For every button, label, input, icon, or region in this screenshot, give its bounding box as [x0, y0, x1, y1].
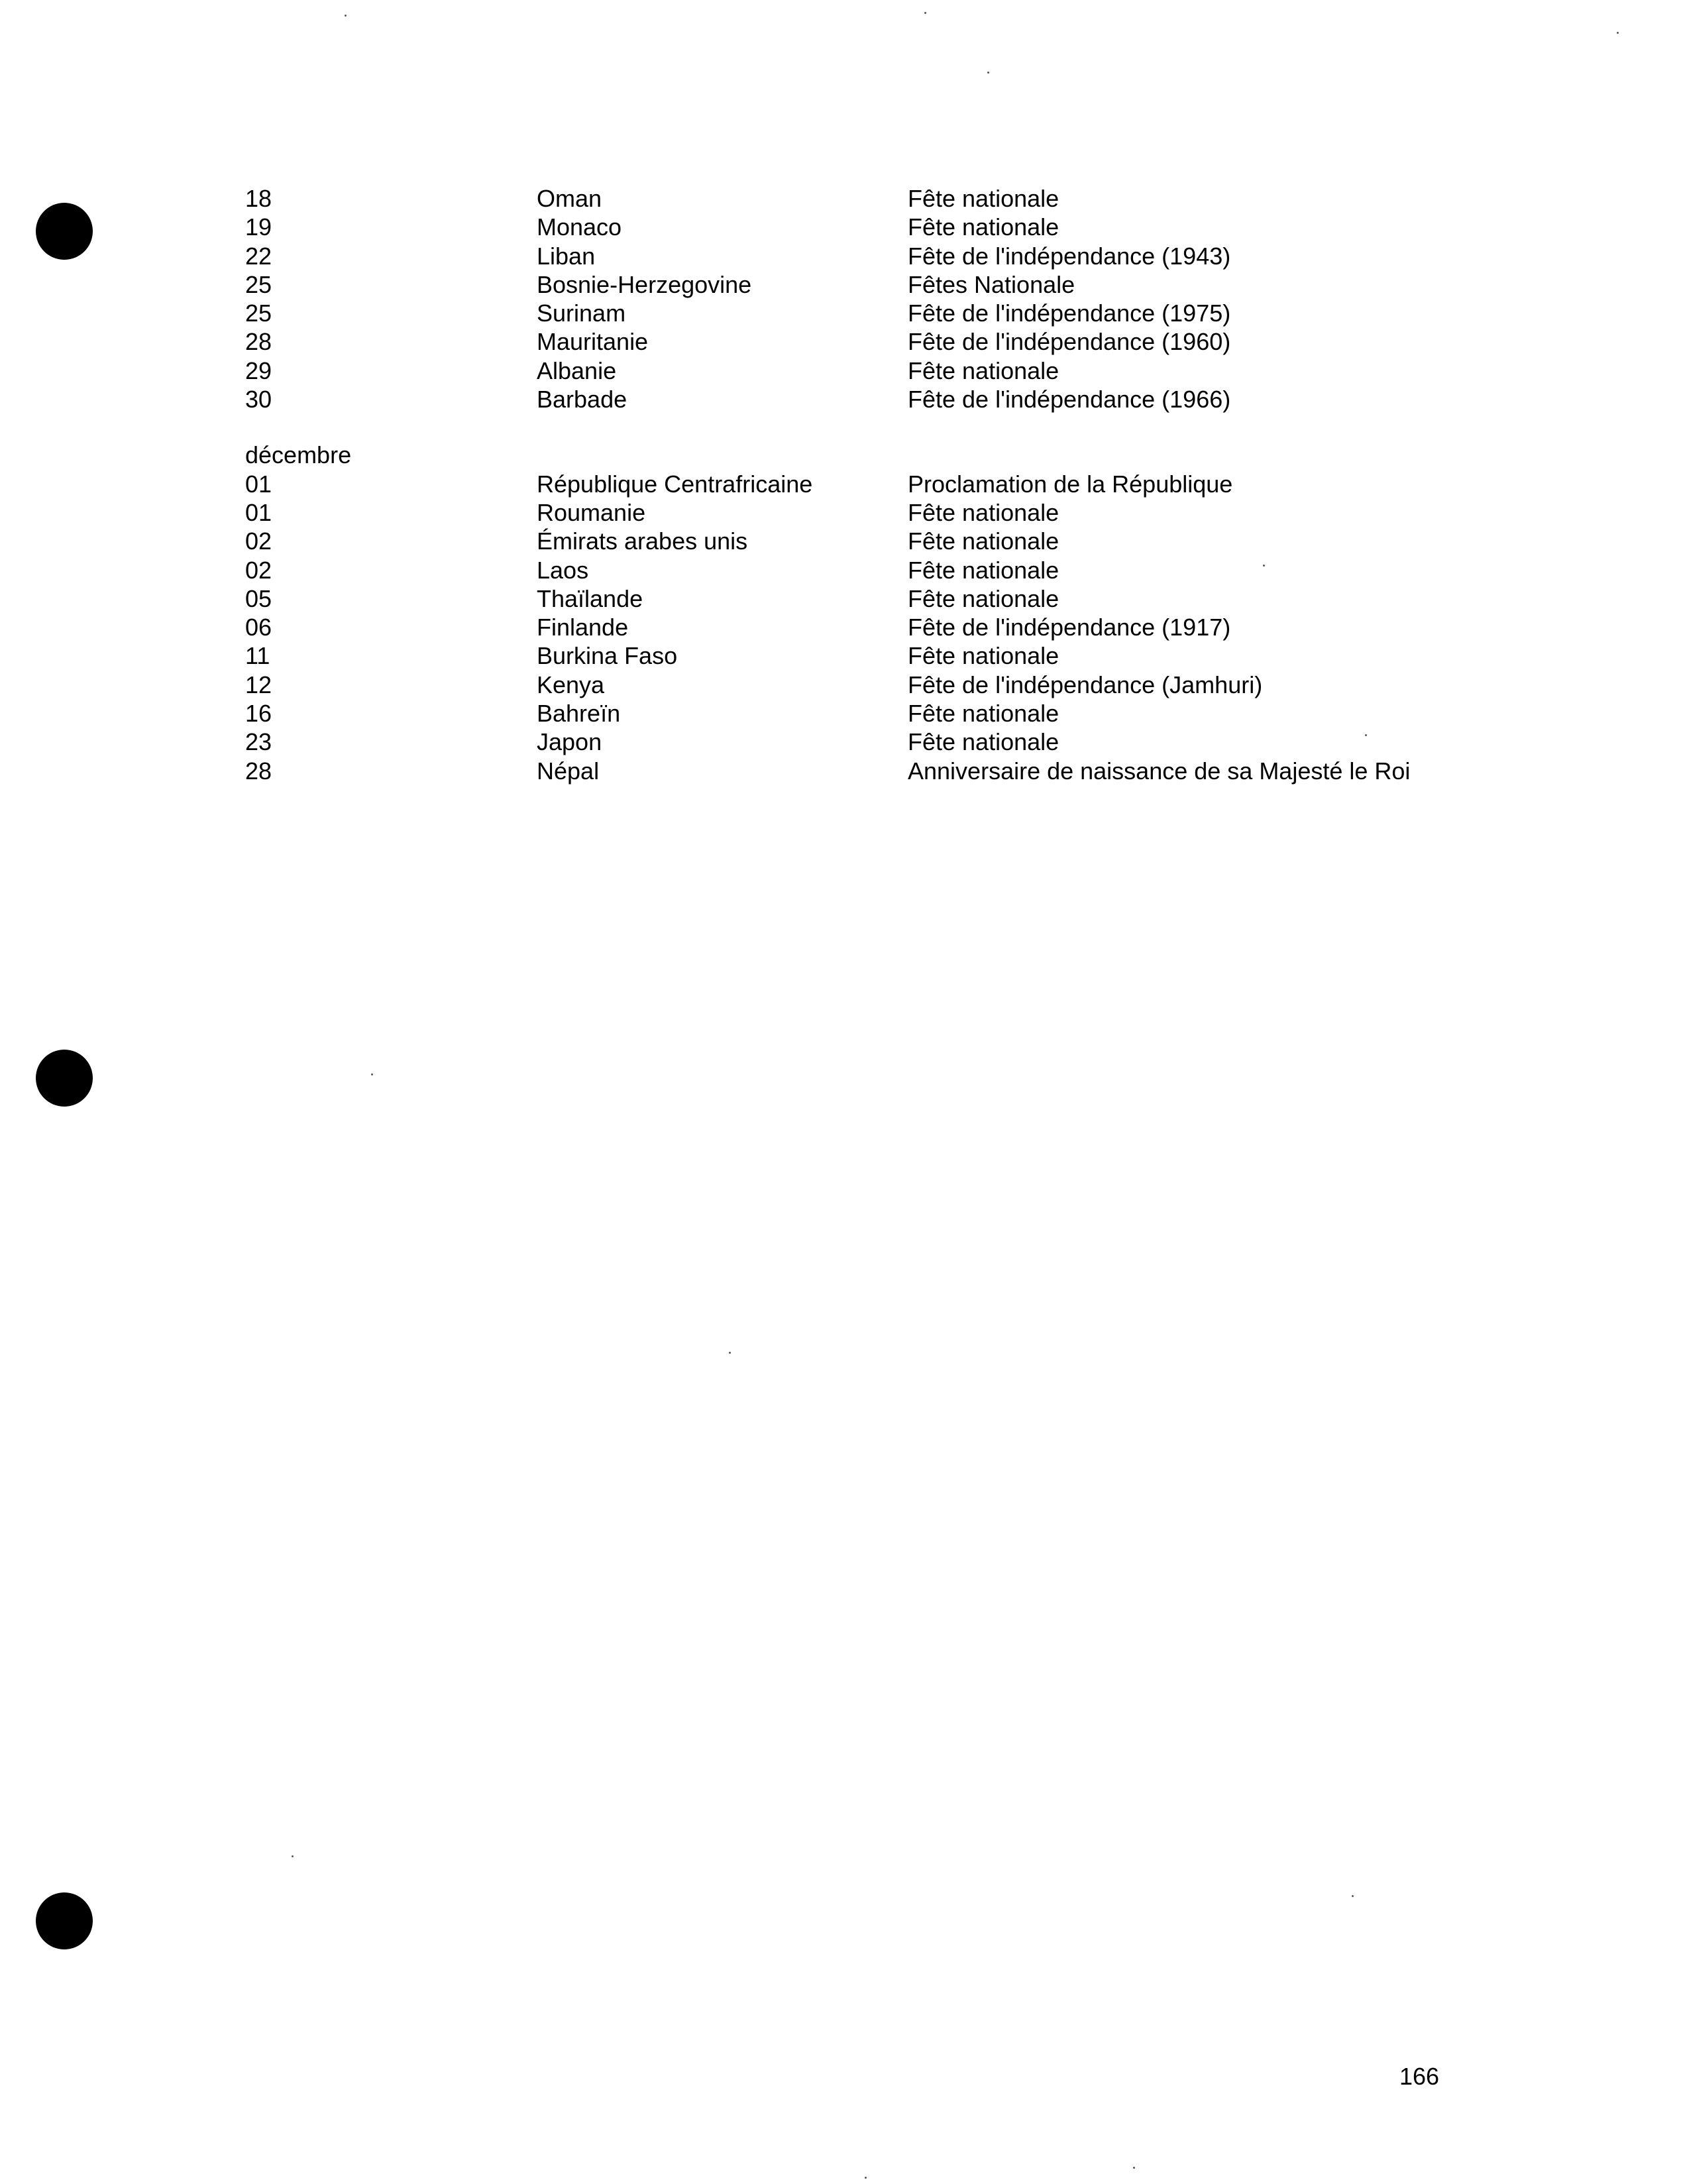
list-item [245, 498, 1504, 527]
country: République Centrafricaine [537, 470, 813, 498]
scan-speck [345, 15, 347, 17]
section-spacer [245, 413, 1504, 441]
scan-speck [1352, 1895, 1354, 1897]
scan-speck [1133, 2167, 1135, 2169]
day: 12 [245, 671, 272, 698]
event: Fête nationale [908, 498, 1059, 526]
event: Fête nationale [908, 556, 1059, 584]
list-item [245, 757, 1504, 785]
scan-speck [1263, 565, 1265, 567]
list-item [245, 184, 1504, 213]
country: Bahreïn [537, 700, 621, 728]
list-item [245, 728, 1504, 756]
day: 11 [245, 642, 270, 670]
country: Albanie [537, 356, 617, 384]
scan-speck [924, 12, 926, 14]
scan-speck [292, 1855, 294, 1857]
country: Japon [537, 728, 602, 756]
event: Anniversaire de naissance de sa Majesté le Roi [908, 757, 1411, 785]
list-item [245, 213, 1504, 241]
punch-hole-top [36, 203, 93, 260]
country: Laos [537, 556, 589, 584]
scan-speck [1365, 734, 1367, 736]
country: Oman [537, 185, 602, 212]
day: 18 [245, 185, 272, 212]
country: Bosnie-Herzegovine [537, 270, 752, 298]
list-item [245, 270, 1504, 299]
day: 25 [245, 270, 272, 298]
day: 01 [245, 470, 272, 498]
country: Liban [537, 242, 596, 270]
event: Fêtes Nationale [908, 270, 1075, 298]
list-item [245, 613, 1504, 641]
country: Burkina Faso [537, 642, 678, 670]
day: 19 [245, 213, 272, 241]
country: Surinam [537, 300, 626, 327]
scan-speck [729, 1352, 731, 1354]
event: Fête de l'indépendance (1943) [908, 242, 1231, 270]
event: Fête nationale [908, 700, 1059, 728]
event: Fête de l'indépendance (1960) [908, 328, 1231, 356]
event: Proclamation de la République [908, 470, 1233, 498]
day: 16 [245, 700, 272, 728]
event: Fête nationale [908, 584, 1059, 612]
country: Thaïlande [537, 584, 643, 612]
event: Fête de l'indépendance (1966) [908, 386, 1231, 413]
event: Fête de l'indépendance (1975) [908, 300, 1231, 327]
event: Fête nationale [908, 213, 1059, 241]
day: 05 [245, 584, 272, 612]
country: Finlande [537, 614, 629, 641]
holiday-list [245, 184, 1504, 785]
country: Émirats arabes unis [537, 527, 748, 555]
month-heading: décembre [245, 441, 352, 469]
scan-speck [987, 72, 989, 74]
event: Fête nationale [908, 356, 1059, 384]
event: Fête nationale [908, 527, 1059, 555]
page-number: 166 [1399, 2063, 1440, 2090]
country: Népal [537, 757, 600, 785]
list-item [245, 584, 1504, 613]
list-item [245, 242, 1504, 270]
day: 30 [245, 386, 272, 413]
scan-speck [371, 1073, 373, 1075]
list-item [245, 327, 1504, 356]
list-item [245, 556, 1504, 584]
country: Monaco [537, 213, 622, 241]
day: 01 [245, 498, 272, 526]
punch-hole-bottom [36, 1892, 93, 1949]
list-item [245, 470, 1504, 498]
scan-speck [1617, 32, 1619, 34]
list-item [245, 356, 1504, 385]
list-item [245, 641, 1504, 670]
country: Roumanie [537, 498, 646, 526]
scan-speck [865, 2177, 867, 2179]
day: 29 [245, 356, 272, 384]
day: 02 [245, 556, 272, 584]
country: Barbade [537, 386, 627, 413]
day: 06 [245, 614, 272, 641]
list-item [245, 527, 1504, 555]
country: Kenya [537, 671, 605, 698]
list-item [245, 385, 1504, 413]
day: 25 [245, 300, 272, 327]
event: Fête de l'indépendance (1917) [908, 614, 1231, 641]
country: Mauritanie [537, 328, 649, 356]
list-item [245, 299, 1504, 327]
day: 28 [245, 328, 272, 356]
event: Fête nationale [908, 185, 1059, 212]
day: 02 [245, 527, 272, 555]
list-item [245, 699, 1504, 728]
day: 22 [245, 242, 272, 270]
event: Fête de l'indépendance (Jamhuri) [908, 671, 1263, 698]
day: 23 [245, 728, 272, 756]
event: Fête nationale [908, 728, 1059, 756]
punch-hole-middle [36, 1050, 93, 1107]
list-item [245, 671, 1504, 699]
event: Fête nationale [908, 642, 1059, 670]
day: 28 [245, 757, 272, 785]
